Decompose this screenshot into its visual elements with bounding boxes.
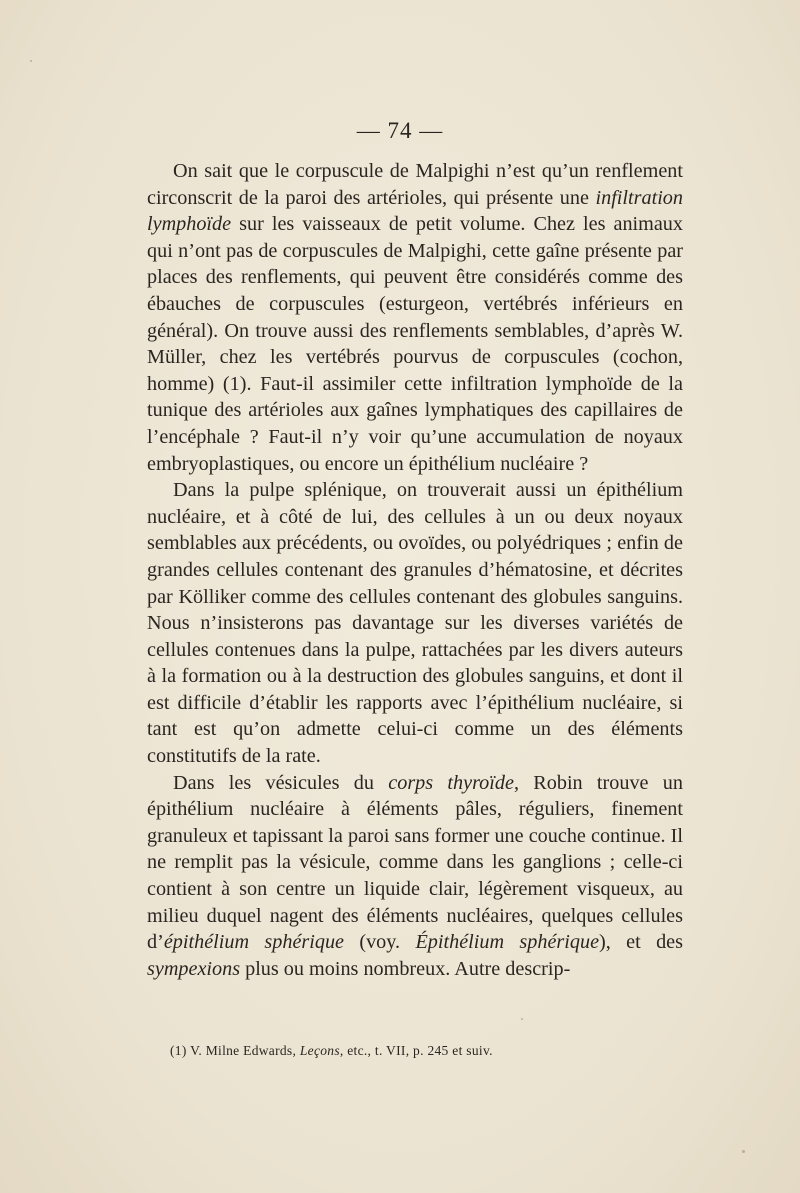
italic-text: épithélium sphérique: [163, 931, 345, 954]
text-run: (voy.: [344, 931, 416, 954]
text-run: On sait que le corpuscule de Malpighi n’est qu’un renflement circonscrit de la paroi des artérioles, qui présente une: [147, 160, 683, 209]
body-text: [147, 158, 683, 982]
text-run: sur les vaisseaux de petit volume. Chez les animaux qui n’ont pas de corpuscules de Malpighi, cette gaîne présente par places des renflements, qui peuvent être considérés comme des ébauches de corpuscules (esturgeon, vertébrés inférieurs en général). On trouve aussi des renflements semblables, d’après W. Müller, chez les vertébrés pourvus de corpuscules (cochon, homme) (1). Faut-il assimiler cette infiltration lymphoïde de la tunique des artérioles aux gaînes lymphatiques des capillaires de l’encéphale ? Faut-il n’y voir qu’une accumulation de noyaux embryoplastiques, ou encore un épithélium nucléaire ?: [147, 213, 683, 475]
paper-speck: [742, 1150, 745, 1153]
text-run: Dans la pulpe splénique, on trouverait aussi un épithélium nucléaire, et à côté de lui, des cellules à un ou deux noyaux semblables aux précédents, ou ovoïdes, ou polyédriques ; enfin de grandes cellules contenant des granules d’hématosine, et décrites par Kölliker comme des cellules contenant des globules sanguins. Nous n’insisterons pas davantage sur les diverses variétés de cellules contenues dans la pulpe, rattachées par les divers auteurs à la formation ou à la destruction des globules sanguins, et dont il est difficile d’établir les rapports avec l’épithélium nucléaire, si tant est qu’on admette celui-ci comme un des éléments constitutifs de la rate.: [147, 479, 683, 768]
paragraph: [147, 770, 683, 983]
text-run: , Robin trouve un épithélium nucléaire à éléments pâles, réguliers, finement granuleux et tapissant la paroi sans former une couche continue. Il ne remplit pas la vésicule, comme dans les ganglions ; celle-ci contient à son centre un liquide clair, légèrement visqueux, au milieu duquel nagent des éléments nucléaires, quelques cellules d’: [147, 771, 683, 954]
text-run: Dans les vésicules du: [173, 771, 389, 794]
paragraph: [147, 477, 683, 770]
italic-text: Leçons: [299, 1043, 340, 1058]
paragraph: [147, 158, 683, 477]
text-run: ), et des: [599, 931, 683, 954]
italic-text: sympexions: [147, 957, 241, 980]
footnote: [170, 1042, 690, 1060]
paper-speck: [30, 60, 32, 62]
page-number: — 74 —: [356, 118, 444, 143]
italic-text: corps thyroïde: [388, 771, 514, 794]
paper-speck: [521, 1018, 523, 1020]
text-run: , etc., t. VII, p. 245 et suiv.: [339, 1043, 493, 1058]
italic-text: Épithélium sphérique: [415, 931, 600, 954]
text-run: (1) V. Milne Edwards,: [170, 1043, 300, 1058]
italic-text: infiltration lymphoïde: [147, 186, 683, 236]
text-run: plus ou moins nombreux. Autre descrip-: [240, 957, 571, 980]
